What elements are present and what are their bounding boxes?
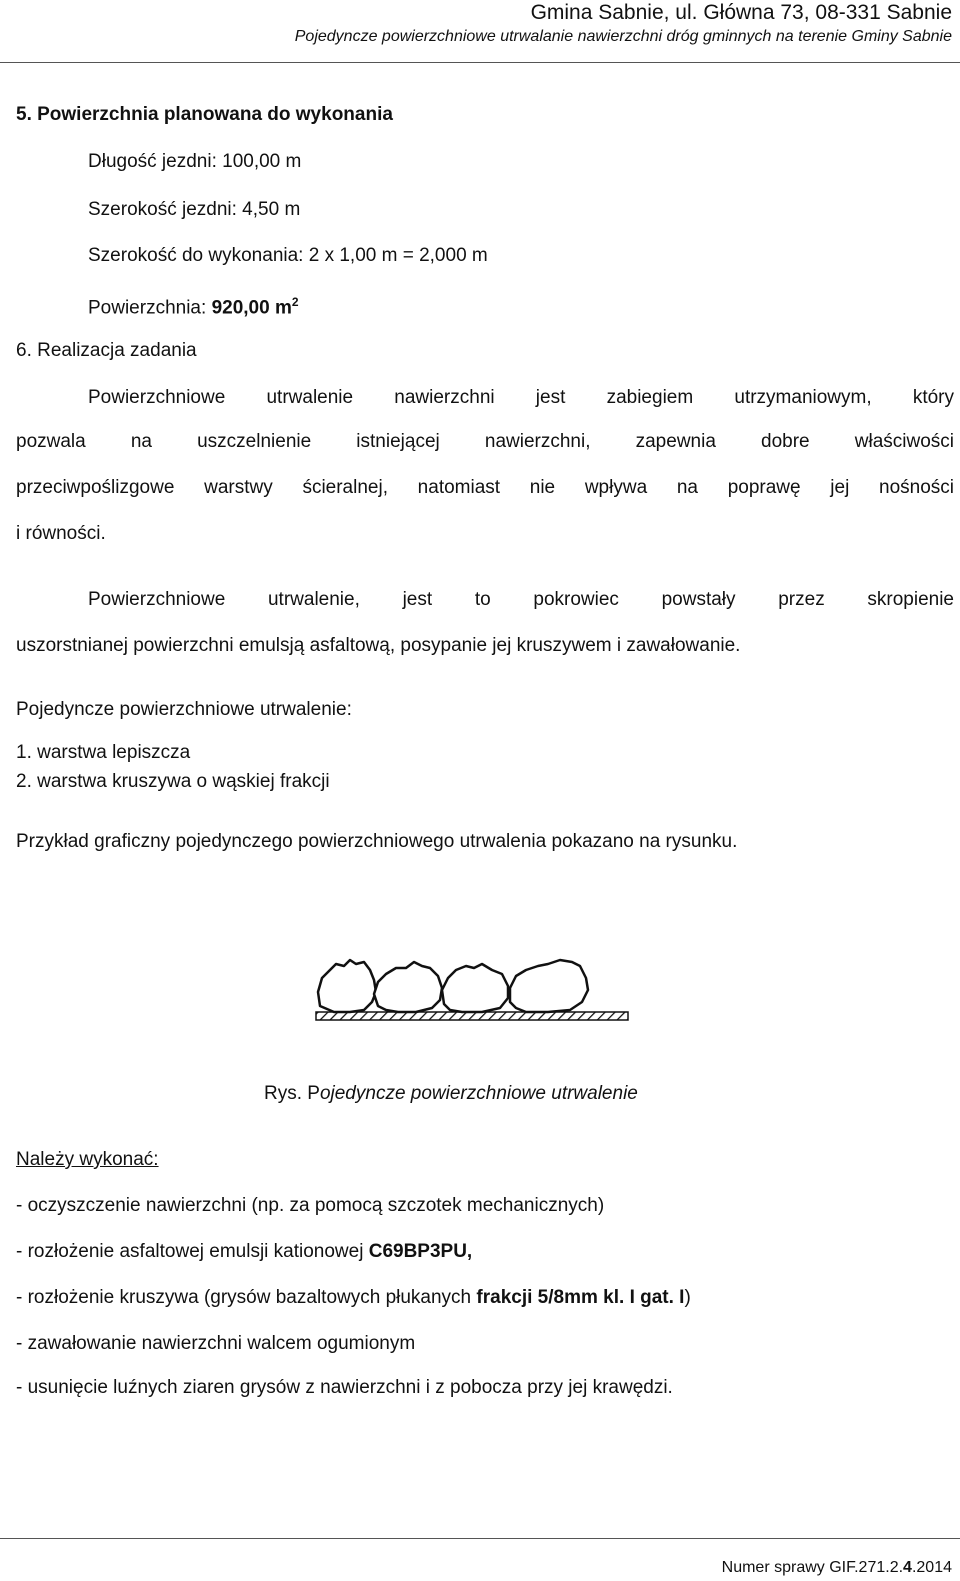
paragraph-1-line-4: i równości. — [16, 523, 106, 544]
task-5: - usunięcie luźnych ziaren grysów z nawierzchni i z pobocza przy jej krawędzi. — [16, 1377, 673, 1398]
binder-layer — [316, 1012, 628, 1020]
case-number-suffix: .2014 — [911, 1559, 952, 1576]
paragraph-2-line-2: uszorstnianej powierzchni emulsją asfaltową, posypanie jej kruszywem i zawałowanie. — [16, 635, 741, 656]
page-header — [295, 0, 952, 48]
stone-4 — [510, 960, 588, 1012]
header-subject: Pojedyncze powierzchniowe utrwalanie nawierzchni dróg gminnych na terenie Gminy Sabnie — [294, 28, 952, 45]
task-1: - oczyszczenie nawierzchni (np. za pomocą szczotek mechanicznych) — [16, 1195, 605, 1216]
task-3-text: - rozłożenie kruszywa (grysów bazaltowych płukanych — [16, 1287, 477, 1308]
figure-caption — [264, 1082, 638, 1106]
layer-1: 1. warstwa lepiszcza — [16, 742, 191, 763]
caption-prefix: Rys. P — [264, 1083, 320, 1104]
tasks-heading: Należy wykonać: — [16, 1149, 159, 1170]
case-number-prefix: Numer sprawy GIF.271.2. — [721, 1559, 904, 1576]
aggregate-stones — [318, 960, 588, 1012]
area-unit-superscript: 2 — [291, 295, 299, 309]
paragraph-1-line-3: przeciwpoślizgowe warstwy ścieralnej, natomiast nie wpływa na poprawę jej nośności — [16, 477, 954, 498]
paragraph-1-line-2: pozwala na uszczelnienie istniejącej nawierzchni, zapewnia dobre właściwości — [16, 431, 954, 452]
layers-heading: Pojedyncze powierzchniowe utrwalenie: — [16, 699, 352, 720]
task-2-emulsion-type: C69BP3PU, — [368, 1241, 473, 1262]
paragraph-1-line-1: Powierzchniowe utrwalenie nawierzchni jest zabiegiem utrzymaniowym, który — [88, 387, 954, 408]
area-label: Powierzchnia: — [88, 297, 212, 319]
section-6-title: 6. Realizacja zadania — [16, 340, 197, 361]
case-number — [722, 1559, 952, 1577]
task-3 — [16, 1286, 691, 1310]
task-3-fraction: frakcji 5/8mm kl. I gat. I — [476, 1287, 685, 1308]
footer-divider — [0, 1538, 960, 1539]
task-2 — [16, 1240, 472, 1264]
caption-rest: ojedyncze powierzchniowe utrwalenie — [319, 1083, 638, 1104]
work-width: Szerokość do wykonania: 2 x 1,00 m = 2,000 m — [88, 245, 488, 266]
road-width: Szerokość jezdni: 4,50 m — [88, 199, 301, 220]
section-5-title: 5. Powierzchnia planowana do wykonania — [16, 104, 393, 125]
task-3-end: ) — [684, 1287, 691, 1308]
area-line — [88, 290, 299, 320]
stone-3 — [442, 964, 508, 1012]
stone-1 — [318, 960, 376, 1012]
task-4: - zawałowanie nawierzchni walcem ogumionym — [16, 1333, 416, 1354]
header-divider — [0, 62, 960, 63]
surface-dressing-figure — [310, 950, 640, 1030]
figure-intro: Przykład graficzny pojedynczego powierzchniowego utrwalenia pokazano na rysunku. — [16, 831, 738, 852]
stone-2 — [374, 962, 442, 1012]
layer-2: 2. warstwa kruszywa o wąskiej frakcji — [16, 771, 330, 792]
header-address: Gmina Sabnie, ul. Główna 73, 08-331 Sabnie — [530, 1, 952, 24]
paragraph-2-line-1: Powierzchniowe utrwalenie, jest to pokrowiec powstały przez skropienie — [88, 589, 954, 610]
area-value: 920,00 m — [211, 297, 292, 319]
case-number-bold: 4 — [903, 1559, 912, 1576]
task-2-text: - rozłożenie asfaltowej emulsji kationowej — [16, 1241, 369, 1262]
road-length: Długość jezdni: 100,00 m — [88, 151, 302, 172]
